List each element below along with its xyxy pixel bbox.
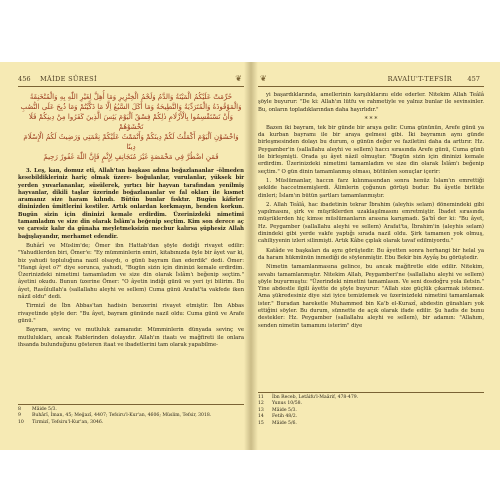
footnote: 13 Mâide 5/3.	[258, 407, 297, 413]
page-number: 456	[18, 75, 31, 83]
arabic-line: وَأَنْ تَسْتَقْسِمُوا بِالْأَزْلَامِ ذٰلِكُمْ فِسْقٌ اَلْيَوْمَ يَئِسَ الَّذِينَ كَفَرُوا مِنْ دِينِكُمْ فَلَا تَخْشَوْهُمْ	[28, 113, 234, 131]
verse-translation: 3. Leş, kan, domuz eti, Allah'tan başkası adına boğazlananlar -ölmeden kesebildikleriniz hariç olmak üzere- boğulanlar, vurulanlar, yüksek bir yerden yuvarlananlar, süsülerek, yırtıcı bir hayvan tarafından yenilmiş hayvanlar, dikili taşlar üzerinde boğazlananlar ve fal okları ile kısmet aramanız size haram kılındı. Bütün bunlar fısktır. Bugün kâfirler dininizden ümitlerini kestiler. Artık onlardan korkmayın, benden korkun. Bugün sizin için dininizi kemale erdirdim. Üzerinizdeki nimetimi tamamladım ve size din olarak İslâm'a beğenip seçtim. Kim son derece aç ve çaresiz kalır da günaha meyletmeksizin mecbur kalırsa şüphesiz Allah bağışlayandır, merhamet edendir.	[18, 168, 244, 240]
body-paragraph: Tirmizî de İbn Abbas'tan hadisin benzerini rivayet etmiştir. İbn Abbas rivayetinde şöyle der: "Bu âyet, bayram gününde nazil oldu: Cuma günü ve Arafe günü."	[18, 303, 244, 324]
body-paragraph: Nimetin tamamlanmasına gelince, bu ancak mağfiretle elde edilir. Nitekim, sevabı tamamlanmıştır. Nitekim Allah, Peygamberi'ne (sallallahu aleyhi ve sellem) şöyle buyurmuştu: "Üzerindeki nimetini tamamlasın. Ve seni dosdoğru yola iletsin." Yine abdestle ilgili âyette de şöyle buyurur: "Allah size güçlük çıkarmak istemez. Ama şükredesiniz diye sizi iyice temizlemek ve üzerinizdeki nimetini tamamlamak ister." Buradan hareketle Muhammed bin Ka'b el-Kurazî, abdestin günahları yok ettiğini söyler. Bu durum, sünnette de açık olarak ifade edilir. Şu hadis de bunu destekler: Hz. Peygamber (sallallahu aleyhi ve sellem), bir adamın: "Allahım, senden nimetin tamamını isterim" diye	[258, 264, 484, 329]
body-paragraph: 2. Allah Teâlâ, hac ibadetinin tekrar İbrahim (aleyhis selam) dönemindeki gibi yapılmasını, şirk ve müşriklerden uzaklaşılmasını emretmiştir. İbadet sırasında müşriklerden hiç kimse müslümanların arasına karışmadı. Şa'bî der ki: "Bu âyet, Hz. Peygamber (sallallahu aleyhi ve sellem) Arafat'ta, İbrahim'in (aleyhis selam) dinindeki gibi yerde vakfe yaptığı sırada nazil oldu. Şirk tamamen yok olmuş, cahiliyyenin izleri silinmişti. Artık Kâbe çıplak olarak tavaf edilmiyordu."	[258, 201, 484, 245]
page-number: 457	[467, 75, 480, 83]
right-page	[258, 74, 484, 426]
open-book	[0, 62, 500, 450]
body-paragraph: Bazen iki bayram, tek bir günde bir araya gelir. Cuma gününün, Arefe günü ya da kurban bayramı ile bir araya gelmesi gibi. İki bayramın aynı günde birleşmesinden dolayı bu durum, o günün değer ve faziletini daha da arttırır. Hz. Peygamber'in (sallallahu aleyhi ve sellem) haccı sırasında Arefe günü, Cuma günü ile birleşmişti. Orada şu âyet nâzil olmuştur. "Bugün sizin için dininizi kemale erdirdim. Üzerinizdeki nimetimi tamamladım ve size din olarak İslâm'ı beğenip seçtim." O gün dinin tamamlanmış olması, bütünlen sonuçlar içerir:	[258, 124, 484, 175]
body-paragraph: Katâde ve başkaları da aynı görüştedir. Bu âyetten sonra herhangi bir helal ya da haram hükmünün inmediği de söylenmiştir. Ebu Bekir bin Ayyâş bu görüştedir.	[258, 247, 484, 261]
arabic-line: حُرِّمَتْ عَلَيْكُمُ الْمَيْتَةُ وَالدَّمُ وَلَحْمُ الْخِنْزِيرِ وَمَا أُهِلَّ لِغَيْرِ اللّٰهِ بِهِ وَالْمُنْخَنِقَةُ	[29, 93, 233, 101]
footnote: 10 Tirmizî, Tefsiru'l-Kur'an, 3046.	[18, 419, 104, 425]
left-page-header	[18, 74, 244, 87]
left-page	[18, 74, 244, 425]
footnote: 15 Mâide 5/6.	[258, 420, 297, 426]
ornament-icon: ❦	[235, 74, 242, 83]
footnote: 9 Buhârî, İman, 45; Meğazî, 4407; Tefsiru'l-Kur'an, 4606; Müslim, Tefsir, 3018.	[18, 413, 212, 419]
right-page-header	[258, 74, 484, 87]
footnote: 12 Yunus 10/58.	[258, 401, 303, 407]
arabic-line: وَالْمَوْقُوذَةُ وَالْمُتَرَدِّيَةُ وَالنَّطِيحَةُ وَمَا أَكَلَ السَّبُعُ اِلَّا مَا ذَكَّيْتُمْ وَمَا ذُبِحَ عَلَى النُّصُبِ	[20, 103, 242, 111]
body-paragraph: 1. Müslümanlar, haccın farz kılınmasından sonra henüz İslam'ın emrettiği şekilde haccetmemişlerdi. Âlimlerin çoğunun görüşü budur. Bu âyetle birlikte dinleri; İslam'ın bütün şartları tamamlanmıştır.	[258, 177, 484, 199]
arabic-line: فَمَنِ اضْطُرَّ فِي مَخْمَصَةٍ غَيْرَ مُتَجَانِفٍ لِإِثْمٍ فَإِنَّ اللّٰهَ غَفُورٌ رَحِيمٌ	[43, 153, 219, 161]
body-paragraph: yi başardıklarında, amellerinin karşılıklarını elde ederler. Nitekim Allah Teâlâ şöyle buyurur: "De ki: Allah'ın lütfu ve rahmetiyle ve yalnız bunlar ile sevinsinler. Bu, onların topladıklarından daha hayırlıdır."	[258, 92, 484, 113]
footnotes	[18, 404, 244, 426]
arabic-line: وَاخْشَوْنِ اَلْيَوْمَ أَكْمَلْتُ لَكُمْ دِينَكُمْ وَأَتْمَمْتُ عَلَيْكُمْ نِعْمَتِي وَرَضِيتُ لَكُمُ الْإِسْلَامَ دِينًا	[23, 133, 239, 151]
ornament-icon: ❦	[260, 74, 267, 83]
footnotes	[258, 392, 484, 427]
book-gutter	[244, 62, 258, 450]
body-paragraph: Bayram, sevinç ve mutluluk zamanıdır. Mümminlerin dünyada sevinç ve mutlulukları, ancak Rablerinden dolayıdır. Allah'ın itaatı ve mağfireti ile onlara ihsanda bulunduğunu gösteren itaat ve ibadetlerini tam olarak yapabilme-	[18, 327, 244, 348]
arabic-verse	[18, 92, 244, 162]
body-paragraph: Buhârî ve Müslim'de; Ömer ibn Hattab'dan şöyle dediği rivayet edilir: "Yahudilerden biri, Ömer'e: "Ey mümminlerin emiri, kitabınızda öyle bir âyet var ki, biz yahudi topluluğuna nazil olsaydı, o günü bayram ilan ederdik" dedi. Ömer: "Hangi âyet o?" diye sorunca, yahudi, "Bugün sizin için dininizi kemale erdirdim. Üzerinizdeki nimetimi tamamladım ve size din olarak İslâm'ı beğenip seçtim." âyetini okudu. Bunun üzerine Ömer: "O âyetin indiği günü ve yeri iyi bilirim. Bu âyet, Rasûlullah'a (sallallahu aleyhi ve sellem) Cuma günü Arafat'ta vakfede iken nâzil oldu" dedi.	[18, 242, 244, 301]
footnote: 8 Mâide 5/3.	[18, 407, 57, 412]
section-divider: * * *	[364, 115, 378, 123]
footnote: 14 Fetih 48/2.	[258, 414, 298, 420]
footnote: 11 İbn Receb, Letâifu'l-Maârif, 478-479.	[258, 395, 359, 400]
running-title: MÂİDE SÛRESİ	[40, 75, 97, 83]
running-title: RAVAİU'T-TEFSİR	[387, 75, 452, 83]
